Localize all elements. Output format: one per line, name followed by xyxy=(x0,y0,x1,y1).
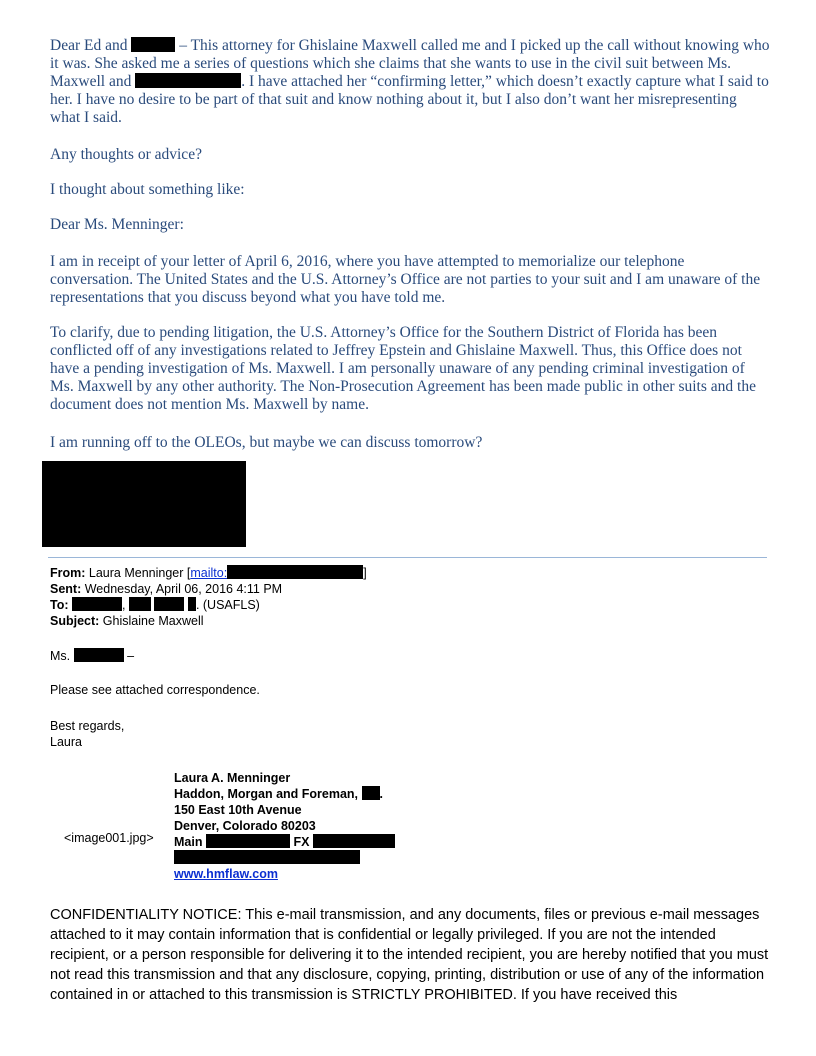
sig-address: 150 East 10th Avenue xyxy=(174,803,302,817)
redaction-block xyxy=(131,37,175,52)
redaction-block xyxy=(72,597,122,611)
signature-block xyxy=(174,770,434,882)
sig-redacted-row xyxy=(174,850,434,866)
sig-fx-label: FX xyxy=(293,835,310,849)
sig-firm-end: . xyxy=(379,787,384,801)
header-divider xyxy=(48,557,767,558)
mailto-link[interactable]: mailto: xyxy=(190,566,228,580)
ms-dash: – xyxy=(127,649,135,663)
greeting-text: Dear Ed and xyxy=(50,37,128,54)
ms-text: Ms. xyxy=(50,649,71,663)
redaction-block xyxy=(227,565,363,579)
image-placeholder: <image001.jpg> xyxy=(64,831,154,845)
letter-salutation: Dear Ms. Menninger: xyxy=(50,216,184,233)
regards-line: Best regards, xyxy=(50,719,125,733)
sent-row xyxy=(50,581,750,597)
letter-paragraph-2: To clarify, due to pending litigation, the U.S. Attorney’s Office for the Southern District of Florida has been conflicted off of any investigations related to Jeffrey Epstein and Ghislaine Maxwell. Thus, this Office does not have a pending investigation of Ms. Maxwell. I am personally unaware of any pending criminal investigation of Ms. Maxwell by any other authority. The Non-Prosecution Agreement has been made public in other suits and the document does not mention Ms. Maxwell by name. xyxy=(50,324,756,413)
from-label: From: xyxy=(50,566,86,580)
redaction-block xyxy=(174,850,360,864)
redaction-block xyxy=(135,73,241,88)
redaction-block xyxy=(362,786,380,800)
to-row xyxy=(50,597,750,613)
ms-line xyxy=(50,648,134,664)
subject-row xyxy=(50,613,750,629)
to-comma: , xyxy=(122,598,126,612)
from-end: ] xyxy=(363,566,367,580)
sig-firm: Haddon, Morgan and Foreman, xyxy=(174,787,359,801)
redaction-block xyxy=(206,834,290,848)
from-name: Laura Menninger [ xyxy=(88,566,191,580)
subject-label: Subject: xyxy=(50,614,100,628)
intro-text-2: . I have attached her “confirming letter,” which doesn’t exactly capture what I said to her. I have no desire to be part of that suit and know nothing about it, but I also don’t want her misrepresenting what I said. xyxy=(50,73,769,126)
redaction-block xyxy=(74,648,124,662)
sig-firm-row xyxy=(174,786,434,802)
closing-line: I am running off to the OLEOs, but maybe we can discuss tomorrow? xyxy=(50,434,483,451)
sig-phone-row xyxy=(174,834,434,850)
to-label: To: xyxy=(50,598,69,612)
intro-text-1: – This attorney for Ghislaine Maxwell called me and I picked up the call without knowing who it was. She asked me a series of questions which she claims that she wants to use in the civil suit between Ms. Maxwell and xyxy=(50,37,770,90)
redaction-block xyxy=(129,597,151,611)
thoughts-line: Any thoughts or advice? xyxy=(50,146,202,163)
sig-main-label: Main xyxy=(174,835,203,849)
redacted-signature-block xyxy=(42,461,246,547)
website-link[interactable]: www.hmflaw.com xyxy=(174,867,278,881)
redaction-block xyxy=(313,834,395,848)
sig-name: Laura A. Menninger xyxy=(174,771,291,785)
confidentiality-notice: CONFIDENTIALITY NOTICE: This e-mail transmission, and any documents, files or previous e-mail messages attached to it may contain information that is confidential or legally privileged. If you are not the intended recipient, or a person responsible for delivering it to the intended recipient, you are hereby notified that you must not read this transmission and that any disclosure, copying, printing, distribution or use of any of the information contained in or attached to this transmission is STRICTLY PROHIBITED. If you have received this xyxy=(50,907,769,1003)
from-row xyxy=(50,565,750,581)
sent-value: Wednesday, April 06, 2016 4:11 PM xyxy=(84,582,283,596)
subject-value: Ghislaine Maxwell xyxy=(102,614,204,628)
sig-city: Denver, Colorado 80203 xyxy=(174,819,316,833)
redaction-block xyxy=(154,597,184,611)
to-suffix: . (USAFLS) xyxy=(195,598,260,612)
name-line: Laura xyxy=(50,735,82,749)
letter-paragraph-1: I am in receipt of your letter of April 6, 2016, where you have attempted to memorialize our telephone conversation. The United States and the U.S. Attorney’s Office are not parties to your suit and I am unaware of the representations that you discuss beyond what you have told me. xyxy=(50,253,761,306)
thought-about-line: I thought about something like: xyxy=(50,181,245,198)
intro-paragraph xyxy=(50,37,770,127)
sig-website-row xyxy=(174,866,434,882)
redaction-block xyxy=(188,597,196,611)
email-header xyxy=(50,565,750,629)
body-line: Please see attached correspondence. xyxy=(50,683,260,697)
sent-label: Sent: xyxy=(50,582,82,596)
